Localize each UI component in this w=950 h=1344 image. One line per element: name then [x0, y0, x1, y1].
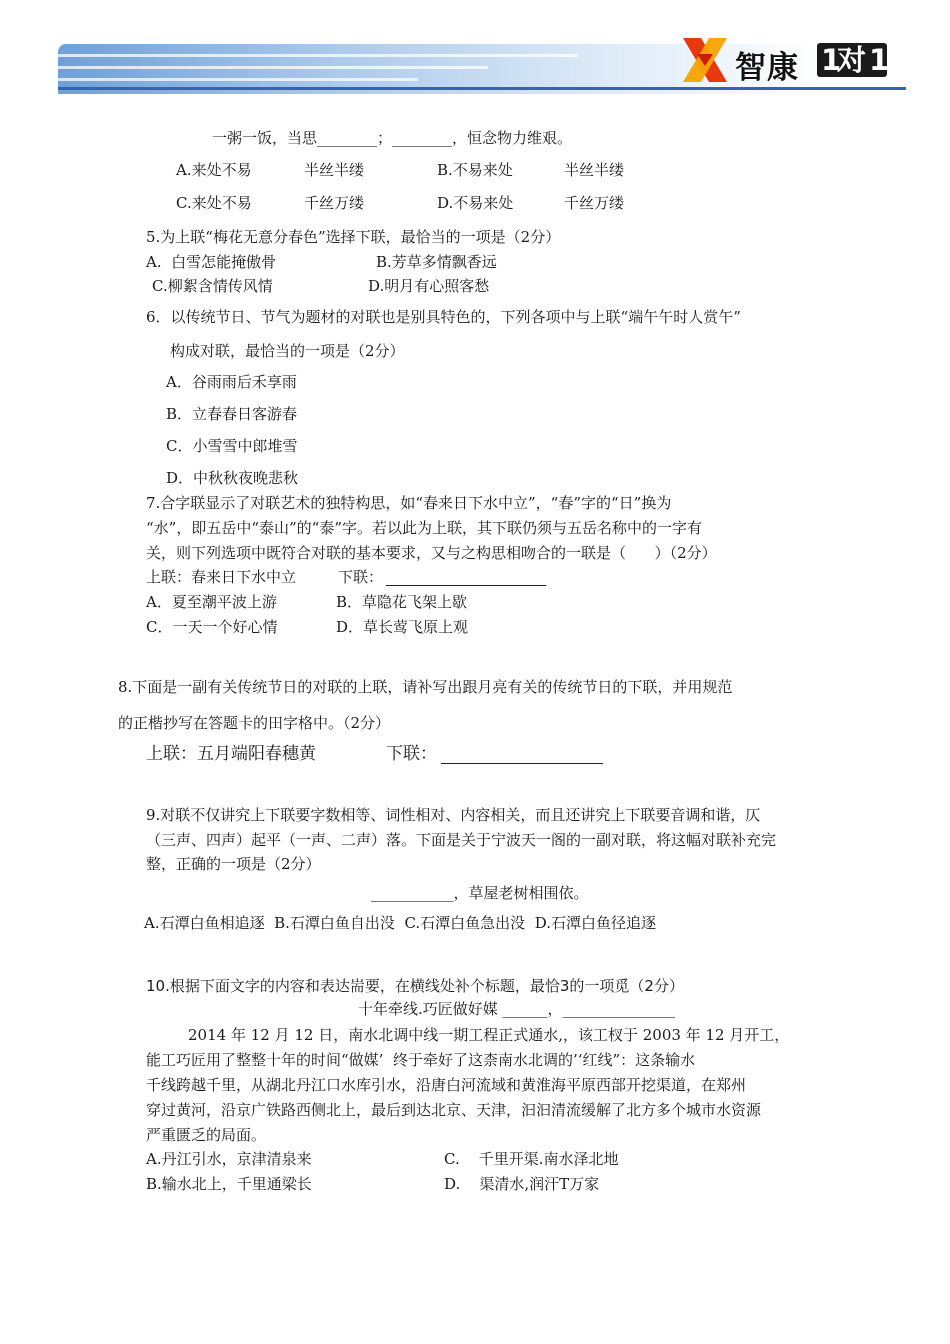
q4-option-b: B.不易来处	[437, 161, 513, 179]
brand-name: 智康	[735, 50, 799, 86]
q7-upper-couplet: 上联：春来日下水中立	[146, 568, 297, 586]
brand-logo	[683, 38, 905, 84]
q6-option-d: D．中秋秋夜晚悲秋	[166, 469, 299, 487]
q7-option-c: C．一天一个好心情	[146, 618, 278, 636]
q10-passage-line1: 2014 年 12 月 12 日，南水北调中线一期工程正式通水,，该工杈于 2003 年 12 月开工，	[188, 1026, 790, 1044]
q10-option-b: B.输水北上，千里通梁长	[146, 1175, 312, 1193]
q7-option-b: B．草隐花飞架上歇	[336, 593, 468, 611]
q7-line3: 关，则下列选项中既符合对联的基本要求，又与之构思相吻合的一联是（ ）（2分）	[146, 544, 717, 562]
q7-answer-blank[interactable]	[386, 585, 546, 586]
header-rule	[58, 87, 906, 90]
q4-option-c: C.来处不易	[176, 194, 252, 212]
brand-badge-dui: 对	[837, 43, 867, 77]
q8-line2: 的正楷抄写在答题卡的田字格中。（2分）	[118, 714, 391, 732]
q6-option-c: C．小雪雪中郎堆雪	[166, 437, 298, 455]
brand-badge	[817, 43, 890, 77]
banner-stripe	[58, 66, 488, 69]
banner-stripe	[58, 78, 418, 81]
q8-line1: 8.下面是一副有关传统节日的对联的上联，请补写出跟月亮有关的传统节日的下联，并用规范	[118, 678, 733, 696]
q5-stem: 5.为上联“梅花无意分春色”选择下联，最恰当的一项是（2分）	[146, 228, 561, 246]
brand-x-icon	[683, 38, 727, 82]
brand-badge-one: 1	[869, 43, 890, 77]
q4-option-c-second: 千丝万缕	[304, 194, 365, 212]
q5-option-c: C.柳絮含情传风情	[152, 277, 273, 295]
q10-option-a: A.丹江引水，京津清泉来	[146, 1150, 312, 1168]
q4-option-d: D.不易来处	[437, 194, 514, 212]
q7-lower-label: 下联：	[338, 568, 384, 586]
q10-option-d: D. 渠清水,润汗T万家	[444, 1175, 600, 1193]
q7-option-d: D．草长莺飞原上观	[336, 618, 469, 636]
q10-passage-line3: 千线跨越千里，从湖北丹江口水库引水，沿唐白河流域和黄淮海平原西部开挖渠道，在郑州	[146, 1076, 747, 1094]
q8-upper-couplet: 上联：五月端阳春穗黄	[146, 744, 316, 764]
q7-line2: “水”，即五岳中“泰山”的“泰”字。若以此为上联，其下联仍须与五岳名称中的一字有	[146, 519, 703, 537]
q10-passage-line4: 穿过黄河，沿京广铁路西侧北上，最后到达北京、天津，汩汩清流缓解了北方多个城市水资源	[146, 1101, 762, 1119]
q4-option-a: A.来处不易	[176, 161, 252, 179]
q7-line1: 7.合字联显示了对联艺术的独特构思，如“春来日下水中立”，“春”字的“日”换为	[146, 494, 672, 512]
q7-option-a: A．夏至潮平波上游	[146, 593, 277, 611]
q4-option-d-second: 千丝万缕	[564, 194, 625, 212]
q10-option-c: C. 千里开渠.南水泽北地	[444, 1150, 619, 1168]
q9-line3: 整，正确的一项是（2分）	[146, 855, 321, 873]
q4-stem: 一粥一饭，当思________；________，恒念物力维艰。	[212, 129, 573, 147]
q5-option-b: B.芳草多情飘香远	[376, 253, 497, 271]
q10-passage-line2: 能工巧匠用了整整十年的时间“做媒’ 终于牵好了这柰南水北调的’‘红线”：这条输水	[146, 1051, 696, 1069]
banner-stripe	[58, 54, 578, 57]
q10-title-line: 十年牵线.巧匠做好媒 ______，_______________	[358, 1000, 676, 1018]
q8-lower-label: 下联：	[386, 744, 437, 764]
q5-option-a: A. 白雪怎能掩傲骨	[146, 253, 277, 271]
q6-option-b: B．立春春日客游春	[166, 405, 298, 423]
q6-option-a: A．谷雨雨后禾享雨	[166, 373, 297, 391]
brand-badge-one: 1	[821, 43, 842, 77]
q8-answer-blank[interactable]	[441, 763, 603, 764]
q4-option-a-second: 半丝半缕	[304, 161, 365, 179]
q9-options: A.石潭白鱼相追逐 B.石潭白鱼自出没 C.石潭白鱼急出没 D.石潭白鱼径追逐	[144, 914, 656, 932]
q9-line2: （三声、四声）起平（一声、二声）落。下面是关于宁波天一阁的一副对联，将这幅对联补充完	[146, 831, 777, 849]
q6-stem-line2: 构成对联，最恰当的一项是（2分）	[170, 342, 405, 360]
q10-stem: 10.根据下面文字的内容和表达耑要，在横线处补个标题，最恰3的一项觅（2分）	[146, 977, 684, 995]
q10-passage-line5: 严重匮乏的局面。	[146, 1126, 267, 1144]
q9-couplet: ___________，草屋老树相围依。	[371, 884, 589, 902]
q4-option-b-second: 半丝半缕	[564, 161, 625, 179]
q6-stem-line1: 6．以传统节日、节气为题材的对联也是别具特色的，下列各项中与上联“端午午时人赏午”	[146, 308, 741, 326]
q5-option-d: D.明月有心照客愁	[368, 277, 490, 295]
q9-line1: 9.对联不仅讲究上下联要字数相等、词性相对、内容相关，而且还讲究上下联要音调和谐，仄	[146, 806, 761, 824]
